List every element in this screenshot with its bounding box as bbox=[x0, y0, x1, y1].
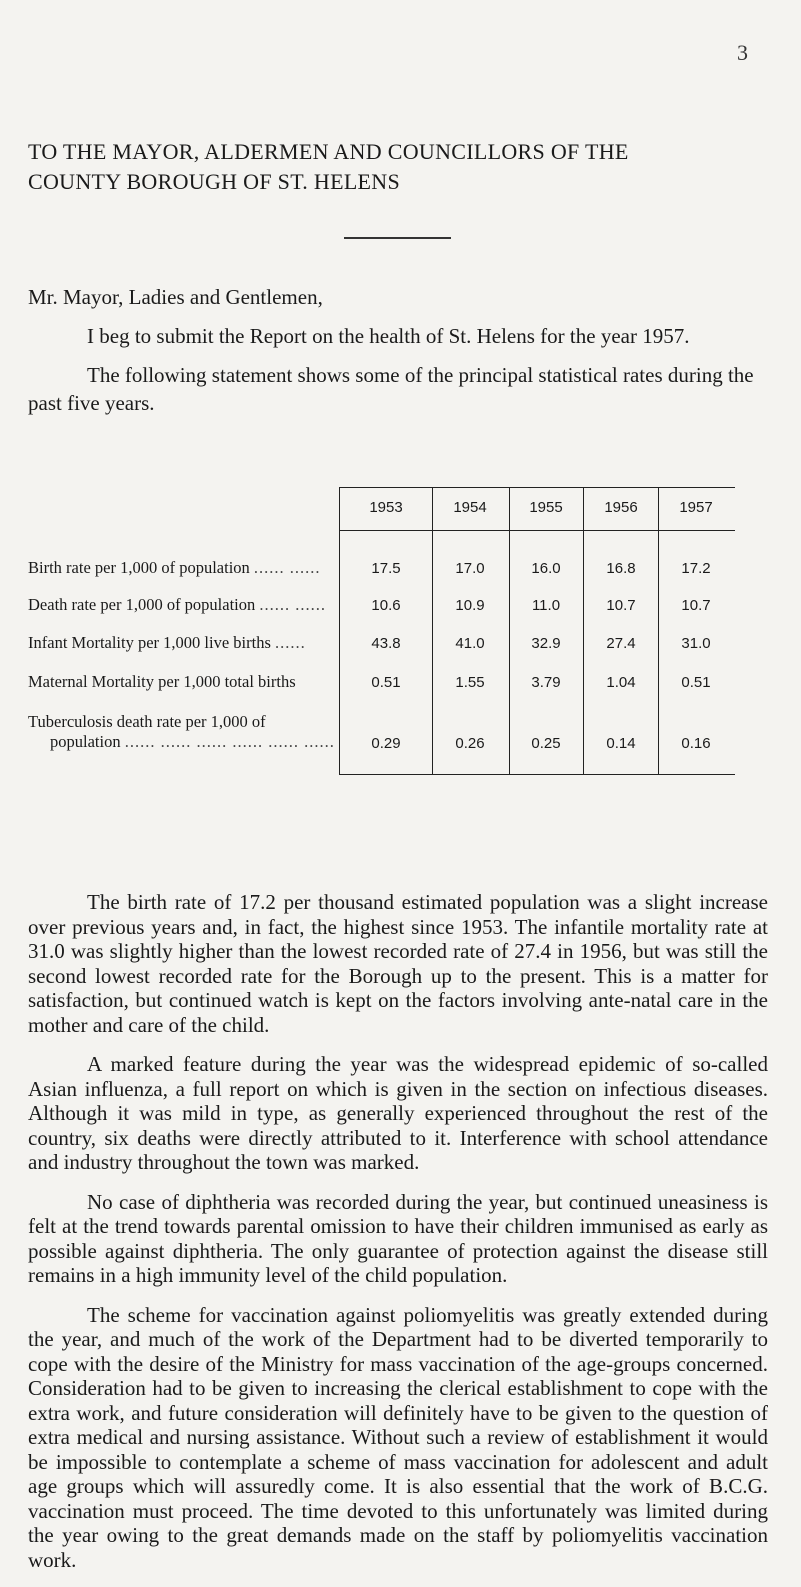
table-cell: 10.6 bbox=[371, 597, 401, 614]
year-header: 1955 bbox=[529, 499, 563, 516]
row-label-text: Maternal Mortality per 1,000 total births bbox=[28, 672, 296, 691]
row-label bbox=[28, 633, 338, 653]
body-paragraph: A marked feature during the year was the widespread epidemic of so-called Asian influenza, a full report on which is given in the section on infectious diseases. Although it was mild in type, as generally experienced throughout the rest of the country, six deaths were directly attributed to it. Interference with school attendance and industry throughout the town was marked. bbox=[28, 1052, 768, 1174]
page-number: 3 bbox=[737, 40, 748, 65]
leader-dots: ...... ...... ...... ...... ...... ...... bbox=[124, 732, 335, 751]
table-cell: 1.55 bbox=[455, 674, 485, 691]
table-cell: 1.04 bbox=[606, 674, 636, 691]
table-cell: 11.0 bbox=[531, 597, 561, 614]
year-header: 1957 bbox=[679, 499, 713, 516]
table-cell: 0.51 bbox=[681, 674, 711, 691]
table-cell: 10.9 bbox=[455, 597, 485, 614]
table-header-rule bbox=[339, 530, 735, 531]
table-cell: 41.0 bbox=[455, 635, 485, 652]
table-bottom-rule bbox=[339, 774, 735, 775]
body-paragraph: The scheme for vaccination against poliomyelitis was greatly extended during the year, and much of the work of the Department had to be diverted temporarily to cope with the desire of the Ministry for mass vaccination of the age-groups concerned. Consideration had to be given to increasing the clerical establishment to cope with the extra work, and future consideration will definitely have to be given to the question of extra medical and nursing assistance. Without such a review of establishment it would be impossible to contemplate a scheme of mass vaccination for adolescent and adult age groups which will assuredly come. It is also essential that the work of B.C.G. vaccination must proceed. The time devoted to this unfortunately was limited during the year owing to the great demands made on the staff by poliomyelitis vaccination work. bbox=[28, 1302, 768, 1572]
row-label-text: Infant Mortality per 1,000 live births bbox=[28, 633, 271, 652]
leader-dots: ...... bbox=[275, 633, 306, 652]
intro-paragraph: The following statement shows some of the principal statistical rates during the past five years. bbox=[28, 363, 754, 415]
table-cell: 43.8 bbox=[371, 635, 401, 652]
row-label bbox=[28, 558, 338, 578]
row-label bbox=[28, 595, 338, 615]
year-header: 1954 bbox=[453, 499, 487, 516]
table-cell: 16.8 bbox=[606, 560, 636, 577]
row-label bbox=[28, 712, 338, 752]
row-label-text: Tuberculosis death rate per 1,000 of bbox=[28, 712, 266, 731]
table-top-rule bbox=[339, 487, 735, 488]
table-cell: 0.16 bbox=[681, 735, 711, 752]
row-label-text-continued: population bbox=[50, 732, 121, 751]
table-cell: 0.51 bbox=[371, 674, 401, 691]
table-cell: 31.0 bbox=[681, 635, 711, 652]
year-header: 1956 bbox=[604, 499, 638, 516]
table-cell: 17.2 bbox=[681, 560, 711, 577]
intro bbox=[28, 322, 768, 417]
table-cell: 10.7 bbox=[606, 597, 636, 614]
divider-rule bbox=[344, 237, 451, 239]
report-body bbox=[28, 890, 768, 1587]
leader-dots: ...... ...... bbox=[259, 595, 327, 614]
body-paragraph: The birth rate of 17.2 per thousand estimated population was a slight increase over previous years and, in fact, the highest since 1953. The infantile mortality rate at 31.0 was slightly higher than the lowest recorded rate of 27.4 in 1956, but was still the second lowest recorded rate for the Borough up to the present. This is a matter for satisfaction, but continued watch is kept on the factors involving ante-natal care in the mother and care of the child. bbox=[28, 890, 768, 1037]
table-cell: 16.0 bbox=[531, 560, 561, 577]
table-cell: 3.79 bbox=[531, 674, 561, 691]
table-cell: 10.7 bbox=[681, 597, 711, 614]
row-label-text: Death rate per 1,000 of population bbox=[28, 595, 256, 614]
leader-dots: ...... ...... bbox=[253, 558, 321, 577]
year-header: 1953 bbox=[369, 499, 403, 516]
table-cell: 32.9 bbox=[531, 635, 561, 652]
table-cell: 27.4 bbox=[606, 635, 636, 652]
salutation: Mr. Mayor, Ladies and Gentlemen, bbox=[28, 285, 323, 309]
row-label bbox=[28, 672, 338, 692]
table-cell: 0.14 bbox=[606, 735, 636, 752]
report-heading bbox=[28, 137, 768, 197]
table-cell: 0.25 bbox=[531, 735, 561, 752]
intro-paragraph: I beg to submit the Report on the health of St. Helens for the year 1957. bbox=[87, 324, 690, 348]
heading-line-2: COUNTY BOROUGH OF ST. HELENS bbox=[28, 169, 401, 194]
body-paragraph: No case of diphtheria was recorded during the year, but continued uneasiness is felt at the trend towards parental omission to have their children immunised as early as possible against diphtheria. The only guarantee of protection against the disease still remains in a high immunity level of the child population. bbox=[28, 1189, 768, 1287]
row-label-text: Birth rate per 1,000 of population bbox=[28, 558, 250, 577]
table-cell: 0.29 bbox=[371, 735, 401, 752]
table-cell: 17.0 bbox=[455, 560, 485, 577]
heading-line-1: TO THE MAYOR, ALDERMEN AND COUNCILLORS OF THE bbox=[28, 139, 629, 164]
table-cell: 0.26 bbox=[455, 735, 485, 752]
table-cell: 17.5 bbox=[371, 560, 401, 577]
